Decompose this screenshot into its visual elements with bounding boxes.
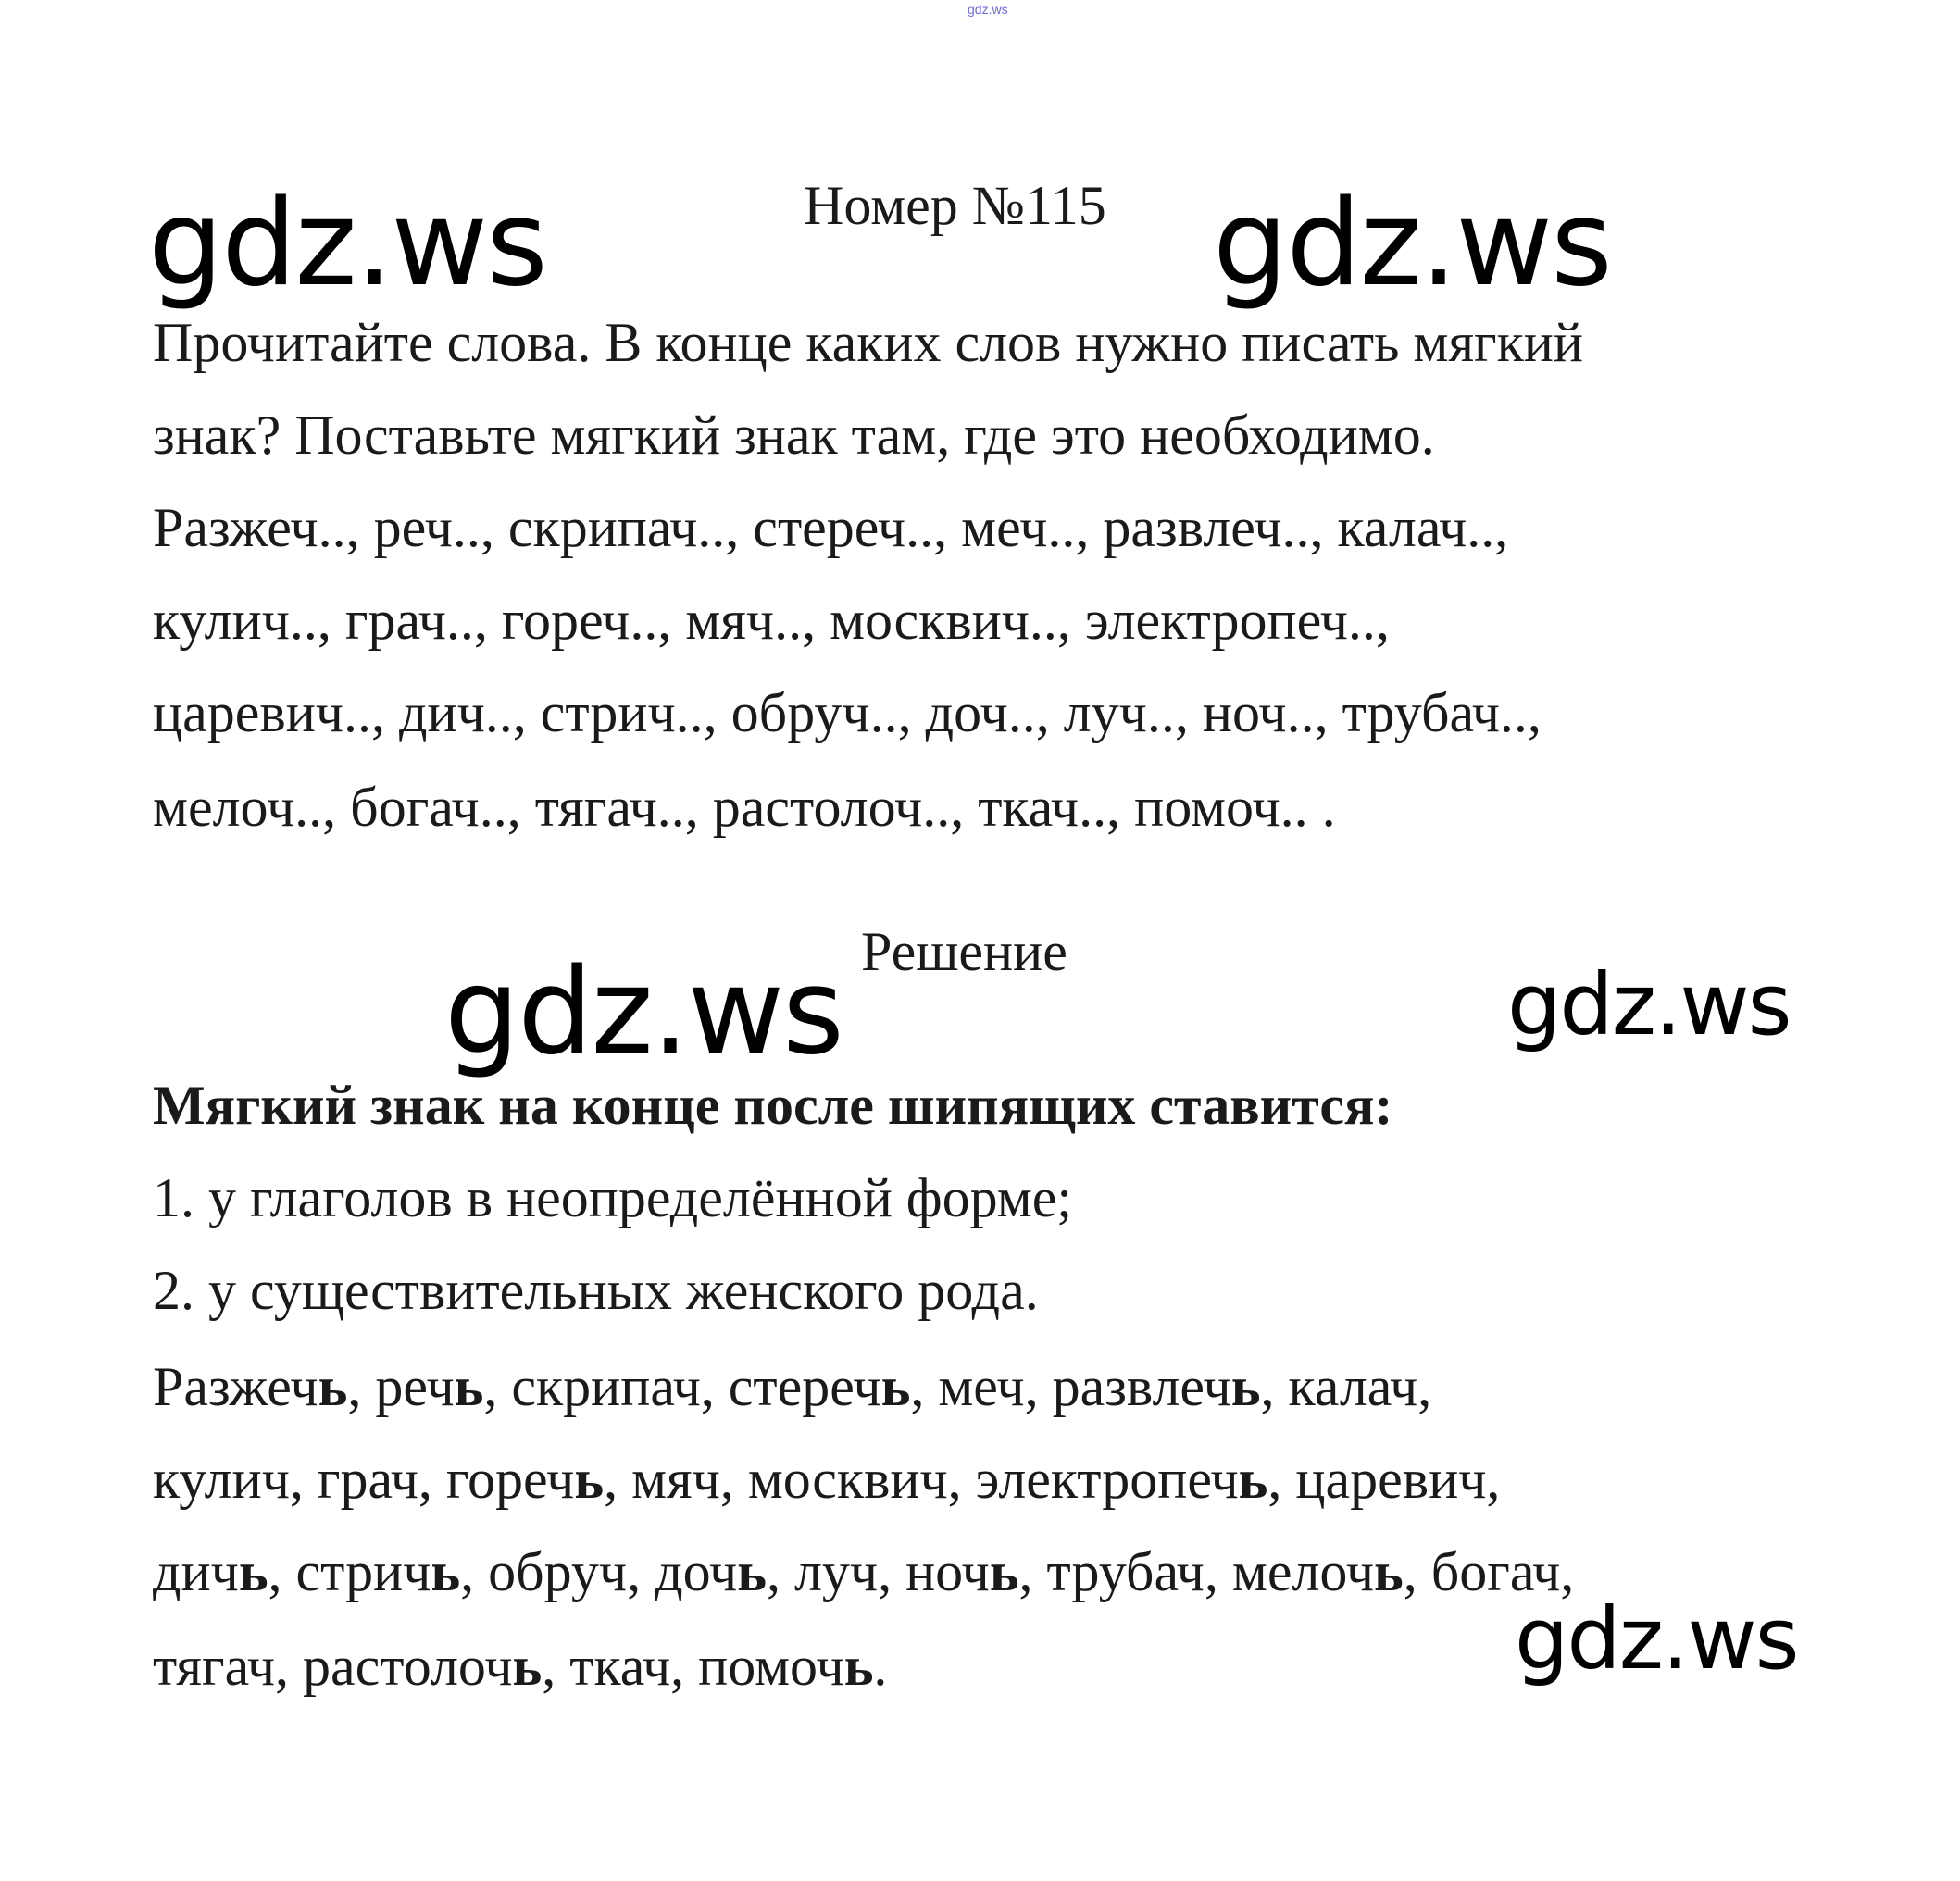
- soft-sign-letter: ь: [318, 1356, 348, 1417]
- watermark-top-right: gdz.ws: [1213, 175, 1611, 313]
- task-line-5: царевич.., дич.., стрич.., обруч.., доч.., луч.., ноч.., трубач..,: [153, 682, 1542, 743]
- answer-text: , калач,: [1260, 1356, 1432, 1417]
- soft-sign-letter: ь: [431, 1541, 461, 1602]
- answer-text: дич: [153, 1541, 239, 1602]
- soft-sign-letter: ь: [989, 1541, 1019, 1602]
- task-line-1: Прочитайте слова. В конце каких слов нужно писать мягкий: [153, 312, 1584, 373]
- answer-text: , скрипач, стереч: [483, 1356, 881, 1417]
- soft-sign-letter: ь: [843, 1636, 874, 1697]
- answer-text: , обруч, доч: [460, 1541, 738, 1602]
- task-line-2: знак? Поставьте мягкий знак там, где это необходимо.: [153, 405, 1435, 466]
- answer-text: , меч, развлеч: [910, 1356, 1231, 1417]
- answer-text: , богач,: [1403, 1541, 1575, 1602]
- answer-text: .: [873, 1636, 888, 1697]
- watermark-middle-right: gdz.ws: [1507, 955, 1791, 1054]
- answer-text: , царевич,: [1267, 1449, 1501, 1510]
- answer-text: кулич, грач, гореч: [153, 1449, 575, 1510]
- soft-sign-letter: ь: [574, 1449, 605, 1510]
- answer-text: , луч, ноч: [766, 1541, 990, 1602]
- soft-sign-letter: ь: [454, 1356, 484, 1417]
- answer-text: , мяч, москвич, электропеч: [604, 1449, 1239, 1510]
- answer-text: , ткач, помоч: [542, 1636, 844, 1697]
- task-line-4: кулич.., грач.., гореч.., мяч.., москвич.., электропеч..,: [153, 590, 1390, 651]
- soft-sign-letter: ь: [1230, 1356, 1261, 1417]
- soft-sign-letter: ь: [238, 1541, 268, 1602]
- answer-text: , реч: [347, 1356, 455, 1417]
- soft-sign-letter: ь: [1374, 1541, 1404, 1602]
- watermark-middle: gdz.ws: [444, 943, 843, 1081]
- page-title: Номер №115: [804, 175, 1106, 236]
- soft-sign-letter: ь: [1238, 1449, 1268, 1510]
- solution-heading: Решение: [861, 921, 1067, 982]
- soft-sign-letter: ь: [737, 1541, 767, 1602]
- watermark-top-left: gdz.ws: [148, 175, 546, 313]
- soft-sign-letter: ь: [880, 1356, 911, 1417]
- watermark-bottom-right: gdz.ws: [1515, 1589, 1798, 1688]
- rule-heading: Мягкий знак на конце после шипящих ставится:: [153, 1075, 1393, 1136]
- rule-item-1: 1. у глаголов в неопределённой форме;: [153, 1167, 1073, 1228]
- answer-text: , трубач, мелоч: [1018, 1541, 1375, 1602]
- answer-line-1: [153, 1356, 1432, 1417]
- task-line-3: Разжеч.., реч.., скрипач.., стереч.., меч.., развлеч.., калач..,: [153, 497, 1509, 558]
- answer-text: , стрич: [268, 1541, 431, 1602]
- answer-text: Разжеч: [153, 1356, 318, 1417]
- answer-line-4: [153, 1636, 888, 1697]
- answer-line-3: [153, 1541, 1575, 1602]
- task-line-6: мелоч.., богач.., тягач.., растолоч.., ткач.., помоч.. .: [153, 777, 1336, 838]
- answer-line-2: [153, 1449, 1501, 1510]
- header-watermark: gdz.ws: [968, 2, 1008, 17]
- answer-text: тягач, растолоч: [153, 1636, 513, 1697]
- rule-item-2: 2. у существительных женского рода.: [153, 1260, 1039, 1321]
- soft-sign-letter: ь: [512, 1636, 543, 1697]
